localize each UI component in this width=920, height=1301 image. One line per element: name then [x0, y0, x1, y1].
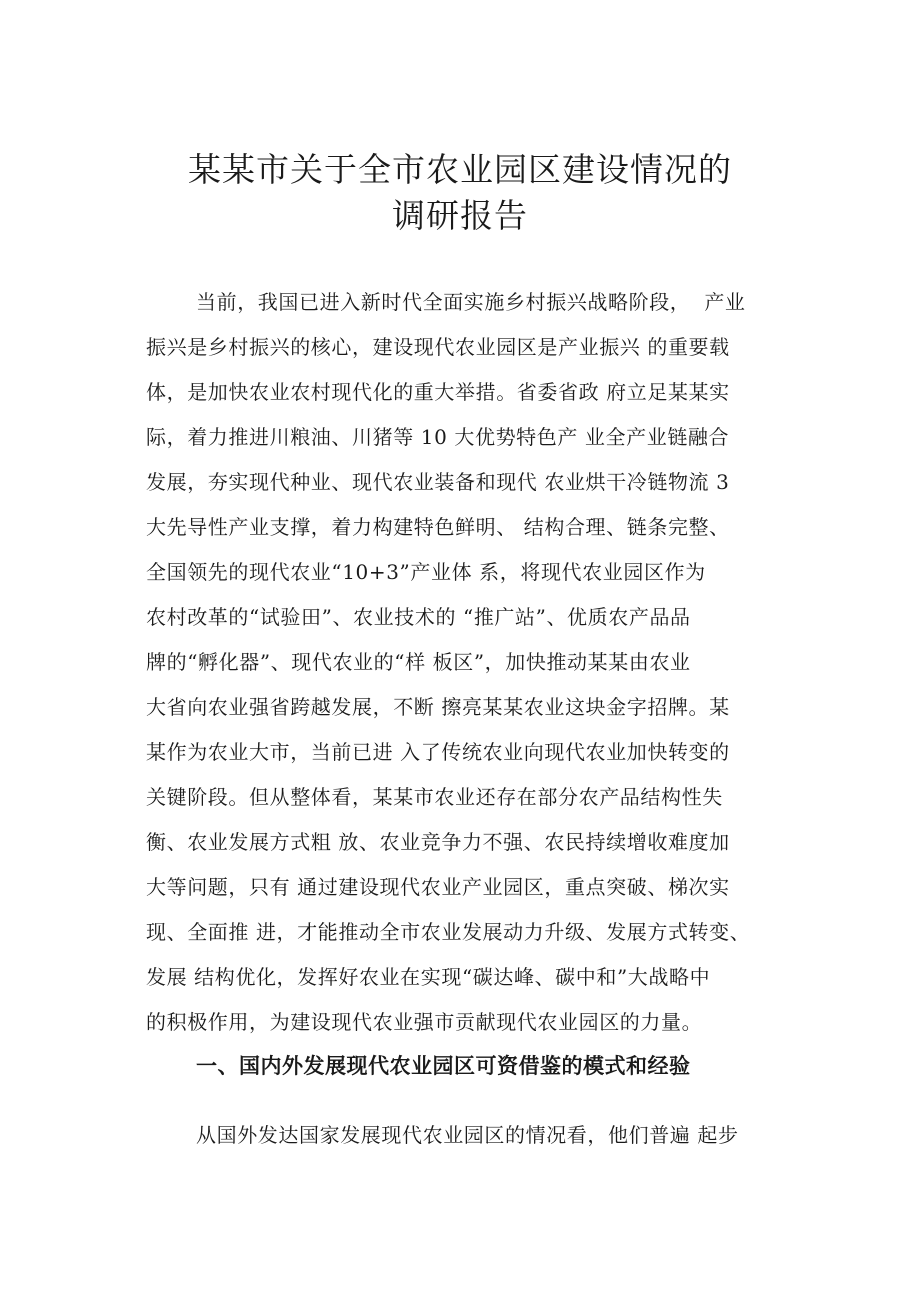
paragraph-line: 当前，我国已进入新时代全面实施乡村振兴战略阶段， 产业 — [196, 290, 746, 314]
paragraph-line: 大先导性产业支撑，着力构建特色鲜明、 结构合理、链条完整、 — [146, 515, 730, 539]
paragraph-line: 发展 结构优化，发挥好农业在实现“碳达峰、碳中和”大战略中 — [146, 965, 711, 989]
paragraph-line: 全国领先的现代农业“10+3”产业体 系，将现代农业园区作为 — [146, 560, 706, 584]
paragraph-line: 现、全面推 进，才能推动全市农业发展动力升级、发展方式转变、 — [146, 920, 751, 944]
paragraph-line: 某作为农业大市，当前已进 入了传统农业向现代农业加快转变的 — [146, 740, 730, 764]
paragraph-line: 大等问题，只有 通过建设现代农业产业园区，重点突破、梯次实 — [146, 875, 730, 899]
paragraph-line: 体，是加快农业农村现代化的重大举措。省委省政 府立足某某实 — [146, 380, 730, 404]
paragraph-line: 发展，夯实现代种业、现代农业装备和现代 农业烘干冷链物流 3 — [146, 470, 730, 494]
paragraph-line: 大省向农业强省跨越发展，不断 擦亮某某农业这块金字招牌。某 — [146, 695, 730, 719]
paragraph-line: 从国外发达国家发展现代农业园区的情况看，他们普遍 起步 — [196, 1123, 739, 1147]
document-title-line-1: 某某市关于全市农业园区建设情况的 — [188, 150, 732, 189]
paragraph-line: 的积极作用，为建设现代农业强市贡献现代农业园区的力量。 — [146, 1010, 703, 1034]
paragraph-line: 农村改革的“试验田”、农业技术的 “推广站”、优质农产品品 — [146, 605, 691, 629]
paragraph-line: 关键阶段。但从整体看，某某市农业还存在部分农产品结构性失 — [146, 785, 723, 809]
document-title-line-2: 调研报告 — [392, 196, 528, 235]
paragraph-line: 际，着力推进川粮油、川猪等 10 大优势特色产 业全产业链融合 — [146, 425, 730, 449]
paragraph-line: 振兴是乡村振兴的核心，建设现代农业园区是产业振兴 的重要载 — [146, 335, 730, 359]
paragraph-line: 衡、农业发展方式粗 放、农业竞争力不强、农民持续增收难度加 — [146, 830, 730, 854]
section-heading: 一、国内外发展现代农业园区可资借鉴的模式和经验 — [196, 1054, 691, 1078]
paragraph-line: 牌的“孵化器”、现代农业的“样 板区”，加快推动某某由农业 — [146, 650, 691, 674]
